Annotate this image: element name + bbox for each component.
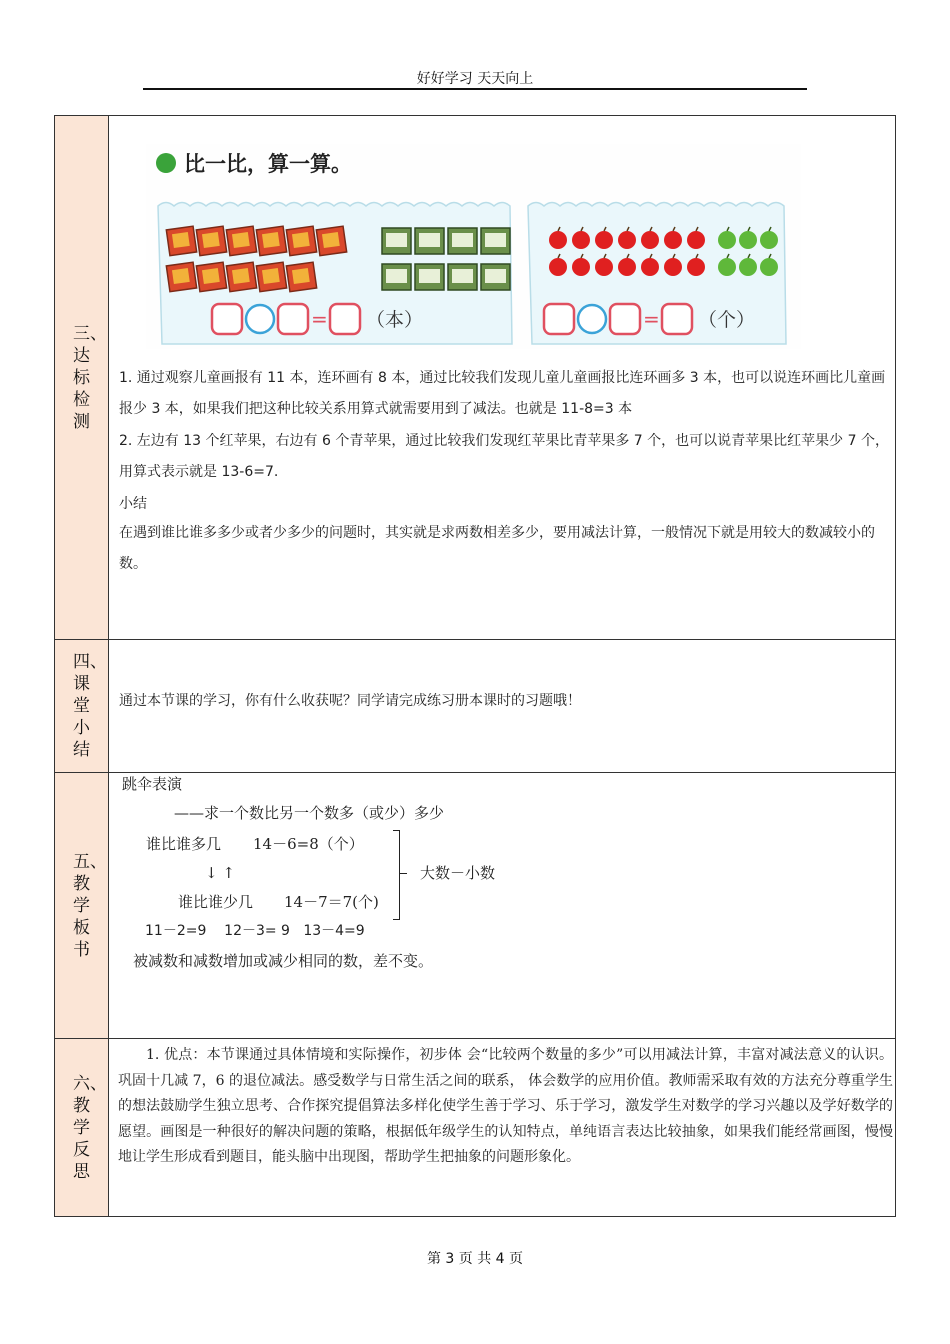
equals-sign-right: =	[643, 307, 660, 331]
page-header: 好好学习 天天向上	[416, 71, 534, 87]
header-rule	[143, 88, 807, 90]
operator-circle-left	[246, 305, 274, 333]
red-apple-icon	[618, 258, 636, 276]
picture-book-cover-icon	[232, 268, 250, 284]
row-content-assessment	[110, 116, 895, 639]
red-apple-icon	[664, 258, 682, 276]
comic-book-cover-icon	[386, 233, 407, 247]
answer-box-right-2	[610, 304, 640, 334]
picture-book-cover-icon	[202, 232, 220, 248]
unit-label-books: （本）	[366, 309, 424, 331]
row-content-reflection	[110, 1039, 895, 1216]
red-apple-icon	[641, 231, 659, 249]
compare-illustration	[146, 144, 801, 349]
class-summary-text: 通过本节课的学习，你有什么收获呢？同学请完成练习册本课时的习题哦！	[119, 693, 581, 709]
green-apple-icon	[718, 258, 736, 276]
comic-book-cover-icon	[386, 269, 407, 283]
illustration-graphic	[146, 144, 801, 349]
picture-book-cover-icon	[172, 268, 190, 284]
row-reflection	[55, 1039, 895, 1216]
comic-book-cover-icon	[419, 233, 440, 247]
blackboard-more-label: 谁比谁多几	[146, 835, 222, 853]
blackboard-title: 跳伞表演	[122, 775, 183, 793]
picture-book-cover-icon	[232, 232, 250, 248]
answer-box-right-1	[544, 304, 574, 334]
blackboard-rule: 被减数和减数增加或减少相同的数，差不变。	[133, 952, 434, 970]
reflection-text: 1. 优点：本节课通过具体情境和实际操作，初步体 会“比较两个数量的多少”可以用减法计算，丰富对减法意义的认识。巩固十几减 7，6 的退位减法。感受数学与日常生活之间的联系， 体会数学的应用价值。教师需采取有效的方法充分尊重学生的想法鼓励学生独立思考、合作探究提倡算法多样化使学生善于学习、乐于学习，激发学生对数学的学习兴趣以及学好数学的愿望。画图是一种很好的解决问题的策略，根据低年级学生的认知特点，单纯语言表达比较抽象，如果我们能经常画图，慢慢地让学生形成看到题目，能头脑中出现图，帮助学生把抽象的问题形象化。	[118, 1047, 893, 1165]
red-apple-icon	[572, 258, 590, 276]
row-class-summary	[55, 640, 895, 773]
row-assessment	[55, 116, 895, 640]
green-apple-icon	[739, 258, 757, 276]
picture-book-cover-icon	[322, 232, 340, 248]
illustration-title: 比一比，算一算。	[184, 152, 352, 176]
picture-book-cover-icon	[292, 268, 310, 284]
blackboard-equations: 11－2=9 12－3= 9 13－4=9	[145, 923, 365, 939]
blackboard-less-label: 谁比谁少几	[178, 893, 254, 911]
red-apple-icon	[618, 231, 636, 249]
red-apple-icon	[549, 258, 567, 276]
row-label-reflection: 六、教学反思	[55, 1039, 109, 1216]
row-blackboard	[55, 773, 895, 1039]
red-apple-icon	[641, 258, 659, 276]
red-apple-icon	[572, 231, 590, 249]
summary-title: 小结	[119, 496, 147, 512]
red-apple-icon	[687, 231, 705, 249]
blackboard-less-equation: 14－7＝7(个)	[284, 893, 379, 911]
comic-book-cover-icon	[452, 233, 473, 247]
row-content-class-summary	[110, 640, 895, 772]
row-content-blackboard	[110, 773, 895, 1038]
title-bullet-icon	[156, 153, 176, 173]
comic-book-cover-icon	[485, 233, 506, 247]
unit-label-apples: （个）	[698, 309, 756, 331]
comic-book-cover-icon	[452, 269, 473, 283]
red-apple-icon	[595, 258, 613, 276]
blackboard-bracket	[393, 830, 400, 920]
green-apple-icon	[760, 231, 778, 249]
red-apple-icon	[549, 231, 567, 249]
picture-book-cover-icon	[202, 268, 220, 284]
assessment-paragraph-1: 1. 通过观察儿童画报有 11 本，连环画有 8 本，通过比较我们发现儿童儿童画报比连环画多 3 本，也可以说连环画比儿童画报少 3 本，如果我们把这种比较关系用算式就需要用到了减法。也就是 11-8=3 本	[119, 370, 886, 417]
row-label-class-summary: 四、课堂小结	[55, 640, 109, 772]
red-apple-icon	[687, 258, 705, 276]
page-footer: 第 3 页 共 4 页	[426, 1251, 524, 1267]
answer-box-left-1	[212, 304, 242, 334]
summary-text: 在遇到谁比谁多多少或者少多少的问题时，其实就是求两数相差多少，要用减法计算，一般情况下就是用较大的数减较小的数。	[119, 525, 875, 572]
comic-book-cover-icon	[485, 269, 506, 283]
red-apple-icon	[664, 231, 682, 249]
green-apple-icon	[718, 231, 736, 249]
green-apple-icon	[739, 231, 757, 249]
blackboard-arrows: ↓ ↑	[205, 864, 235, 882]
blackboard-bracket-text: 大数－小数	[420, 864, 496, 882]
operator-circle-right	[578, 305, 606, 333]
picture-book-cover-icon	[262, 268, 280, 284]
blackboard-bracket-tick	[399, 873, 407, 874]
row-label-assessment: 三、达标检测	[55, 116, 109, 639]
picture-book-cover-icon	[262, 232, 280, 248]
blackboard-subtitle: ——求一个数比另一个数多（或少）多少	[174, 804, 445, 822]
assessment-paragraph-2: 2. 左边有 13 个红苹果，右边有 6 个青苹果，通过比较我们发现红苹果比青苹果多 7 个，也可以说青苹果比红苹果少 7 个，用算式表示就是 13-6=7.	[119, 433, 889, 480]
picture-book-cover-icon	[172, 232, 190, 248]
lesson-table	[54, 115, 896, 1217]
blackboard-more-equation: 14－6=8（个）	[253, 835, 364, 853]
answer-box-right-3	[662, 304, 692, 334]
comic-book-cover-icon	[419, 269, 440, 283]
picture-book-cover-icon	[292, 232, 310, 248]
equals-sign-left: =	[311, 307, 328, 331]
red-apple-icon	[595, 231, 613, 249]
answer-box-left-2	[278, 304, 308, 334]
green-apple-icon	[760, 258, 778, 276]
row-label-blackboard: 五、教学板书	[55, 773, 109, 1038]
answer-box-left-3	[330, 304, 360, 334]
